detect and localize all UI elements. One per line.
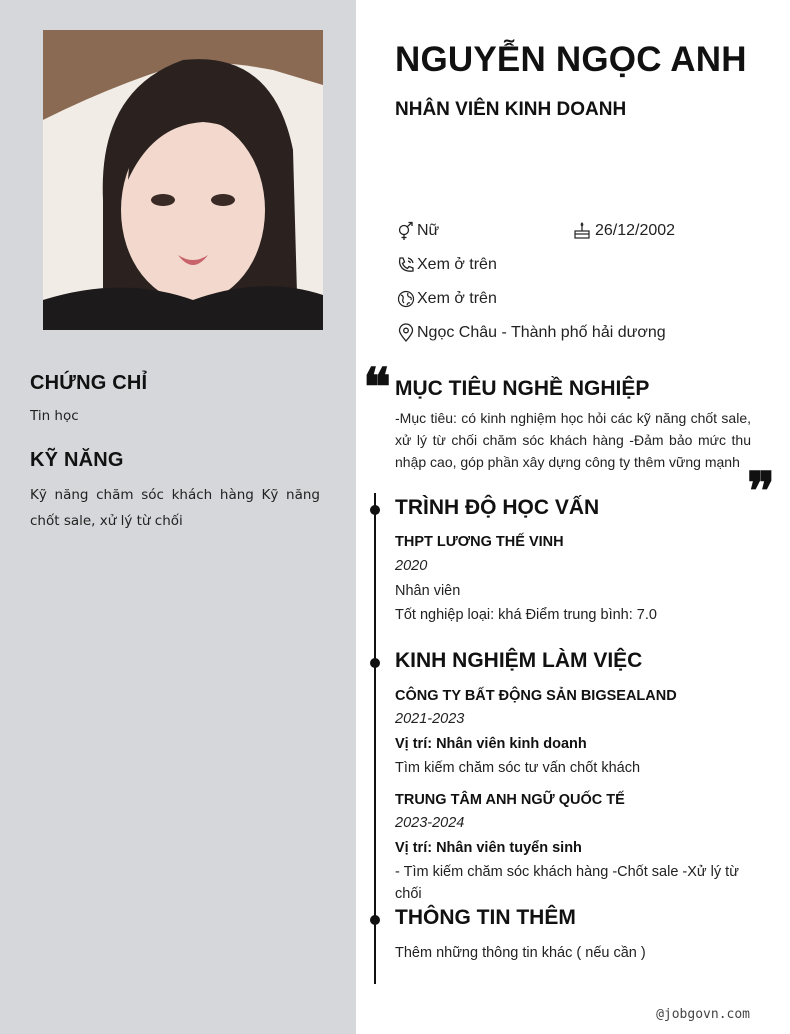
address-row [395, 322, 666, 344]
skills-text: Kỹ năng chăm sóc khách hàng Kỹ năng chốt sale, xử lý từ chối [30, 487, 320, 529]
skills-title: KỸ NĂNG [30, 449, 124, 471]
extra-title: THÔNG TIN THÊM [395, 906, 576, 929]
job-description: - Tìm kiếm chăm sóc khách hàng -Chốt sale -Xử lý từ chối [395, 864, 739, 902]
location-icon [395, 322, 417, 344]
objective-text: -Mục tiêu: có kinh nghiệm học hỏi các kỹ năng chốt sale, xử lý từ chối chăm sóc khách hàng -Đảm bảo mức thu nhập cao, góp phần xây dựng công ty thêm vững mạnh [395, 410, 751, 470]
phone-icon [395, 254, 417, 276]
education-school: THPT LƯƠNG THẾ VINH [395, 534, 564, 550]
gender-icon [395, 220, 417, 242]
timeline-dot [370, 658, 380, 668]
globe-icon [395, 288, 417, 310]
gender-row [395, 220, 439, 242]
objective-title: MỤC TIÊU NGHỀ NGHIỆP [395, 377, 650, 400]
address-value: Ngọc Châu - Thành phố hải dương [417, 324, 666, 341]
timeline-dot [370, 915, 380, 925]
job-period: 2023-2024 [395, 815, 465, 831]
job-description: Tìm kiếm chăm sóc tư vấn chốt khách [395, 760, 641, 776]
cake-icon [571, 220, 593, 242]
job-company: TRUNG TÂM ANH NGỮ QUỐC TẾ [395, 792, 625, 808]
main-content [356, 0, 790, 1034]
experience-title: KINH NGHIỆM LÀM VIỆC [395, 649, 643, 672]
sidebar [0, 0, 356, 1034]
timeline-dot [370, 505, 380, 515]
candidate-role: NHÂN VIÊN KINH DOANH [395, 99, 627, 120]
close-quote-icon: ❞ [747, 461, 775, 522]
birthday-row [571, 220, 675, 242]
profile-photo-illustration [43, 30, 323, 330]
extra-text: Thêm những thông tin khác ( nếu cần ) [395, 945, 646, 961]
education-major: Nhân viên [395, 583, 461, 599]
profile-photo [43, 30, 323, 330]
certificates-text: Tin học [30, 408, 79, 424]
education-title: TRÌNH ĐỘ HỌC VẤN [395, 496, 600, 519]
gender-value: Nữ [417, 222, 440, 239]
phone-value: Xem ở trên [417, 256, 497, 273]
birthday-value: 26/12/2002 [595, 222, 676, 239]
open-quote-icon: ❝ [363, 357, 391, 418]
phone-row [395, 254, 497, 276]
certificates-title: CHỨNG CHỈ [30, 372, 148, 394]
job-company: CÔNG TY BẤT ĐỘNG SẢN BIGSEALAND [395, 688, 677, 704]
timeline-line [374, 493, 376, 984]
job-period: 2021-2023 [395, 711, 465, 727]
job-position: Vị trí: Nhân viên kinh doanh [395, 736, 587, 752]
job-position: Vị trí: Nhân viên tuyển sinh [395, 840, 582, 856]
education-detail: Tốt nghiệp loại: khá Điểm trung bình: 7.0 [395, 607, 657, 623]
education-year: 2020 [395, 558, 428, 574]
website-value: Xem ở trên [417, 290, 497, 307]
footer-watermark: @jobgovn.com [656, 1007, 750, 1022]
website-row [395, 288, 497, 310]
candidate-name: NGUYỄN NGỌC ANH [395, 40, 747, 79]
